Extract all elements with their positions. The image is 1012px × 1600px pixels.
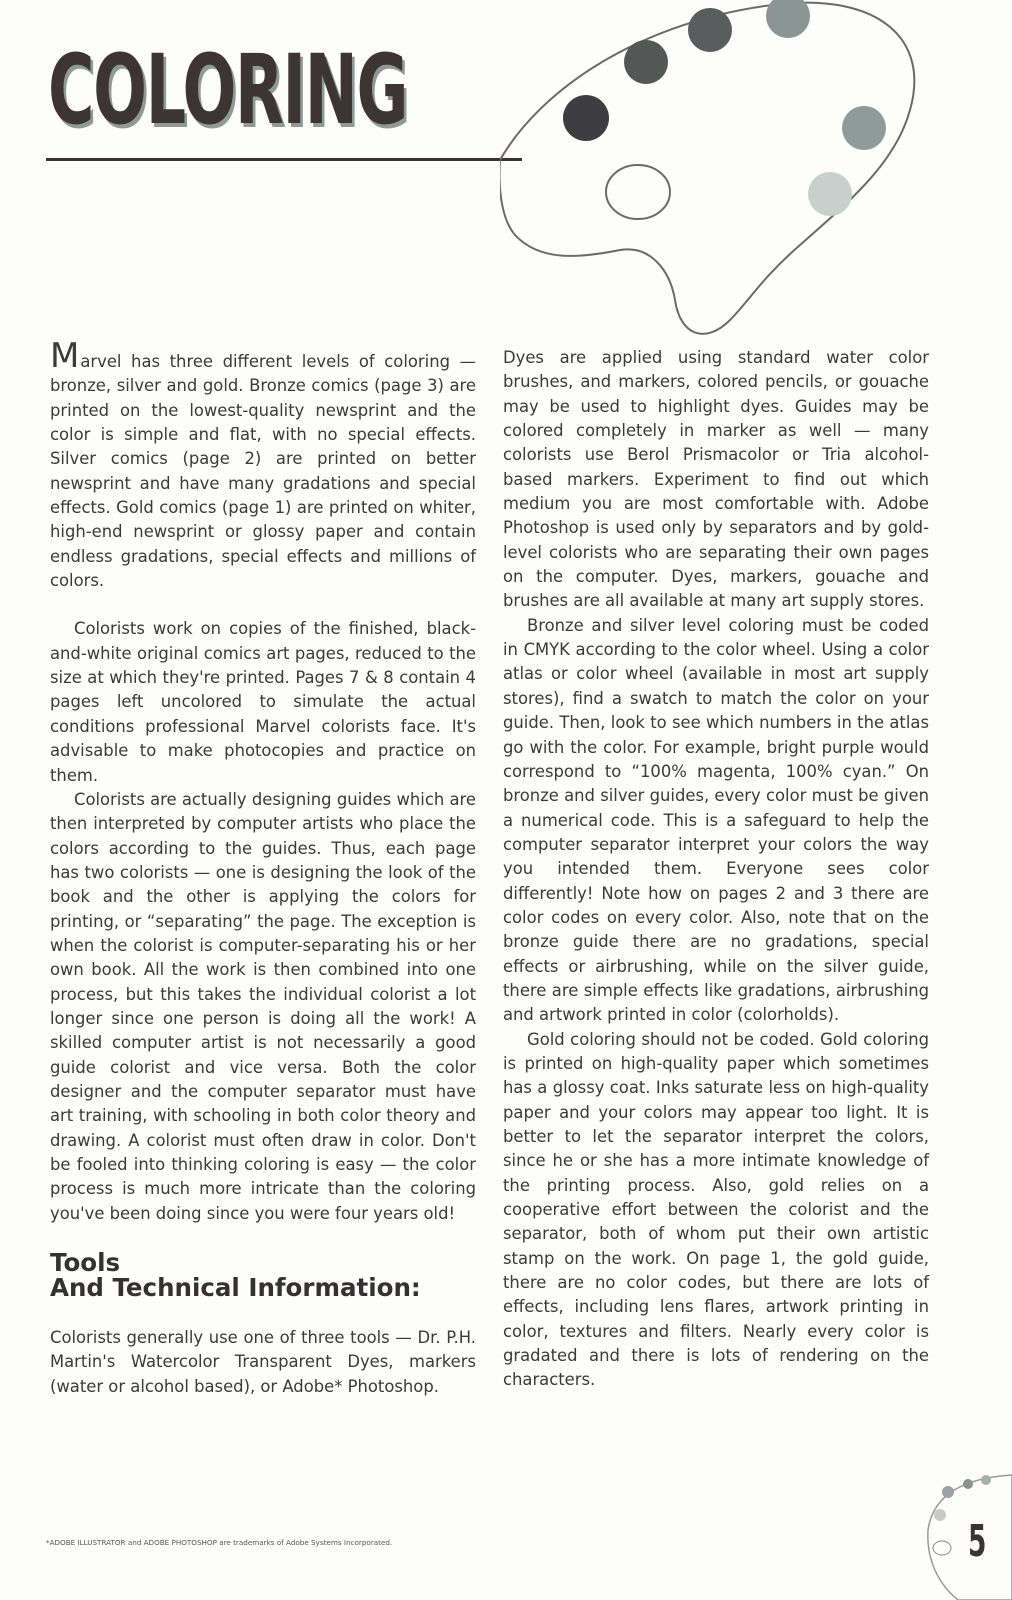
- right-column: [503, 346, 929, 1393]
- paint-blob: [624, 40, 668, 84]
- body-paragraph: Gold coloring should not be coded. Gold coloring is printed on high-quality paper which sometimes has a glossy coat. Inks saturate less on high-quality paper and your colors may appear too light. It is better to let the separator interpret the colors, since he or she has a more intimate knowledge of the printing process. Also, gold relies on a cooperative effort between the colorist and the separator, both of whom put their own artistic stamp on the work. On page 1, the gold guide, there are no color codes, but there are lots of effects, including lens flares, artwork printing in color, textures and filters. Nearly every color is gradated and there is lots of rendering on the characters.: [503, 1029, 929, 1390]
- paint-blob: [808, 172, 852, 216]
- intro-paragraph: Marvel has three different levels of coloring — bronze, silver and gold. Bronze comics (page 3) are printed on the lowest-quality newsprint and the color is simple and flat, with no special effects. Silver comics (page 2) are printed on better newsprint and have many gradations and special effects. Gold comics (page 1) are printed on whiter, high-end newsprint or glossy paper and contain endless gradations, special effects and millions of colors.: [50, 336, 476, 591]
- title-rule: [46, 158, 522, 161]
- body-paragraph: Colorists generally use one of three tools — Dr. P.H. Martin's Watercolor Transparent Dyes, markers (water or alcohol based), or Adobe* Photoshop.: [50, 1328, 476, 1396]
- body-paragraph: Dyes are applied using standard water color brushes, and markers, colored pencils, or gouache may be used to highlight dyes. Guides may be colored completely in marker as well — many colorists use Berol Prismacolor or Tria alcohol-based markers. Experiment to find out which medium you are most comfortable with. Adobe Photoshop is used only by separators and by gold-level colorists who are separating their own pages on the computer. Dyes, markers, gouache and brushes are all available at many art supply stores.: [503, 348, 929, 611]
- palette-thumb-hole: [606, 165, 670, 219]
- body-paragraph: Colorists are actually designing guides which are then interpreted by computer artists who place the colors according to the guides. Thus, each page has two colorists — one is designing the look of the book and the other is applying the colors for printing, or “separating” the page. The exception is when the colorist is computer-separating his or her own book. All the work is then combined into one process, but this takes the individual colorist a lot longer since one person is doing all the work! A skilled computer artist is not necessarily a good guide colorist and vice versa. Both the color designer and the computer separator must have art training, with schooling in both color theory and drawing. A colorist must often draw in color. Don't be fooled into thinking coloring is easy — the color process is much more intricate than the coloring you've been doing since you were four years old!: [50, 789, 476, 1223]
- body-paragraph: Colorists work on copies of the finished, black-and-white original comics art pages, reduced to the size at which they're printed. Pages 7 & 8 contain 4 pages left uncolored to simulate the actual conditions professional Marvel colorists face. It's advisable to make photocopies and practice on them.: [50, 619, 476, 785]
- paint-blob: [842, 106, 886, 150]
- palette-outline: [500, 3, 914, 334]
- body-paragraph: Bronze and silver level coloring must be coded in CMYK according to the color wheel. Using a color atlas or color wheel (available in most art supply stores), find a swatch to match the color on your guide. Then, look to see which numbers in the atlas go with the color. For example, bright purple would correspond to “100% magenta, 100% cyan.” On bronze and silver guides, every color must be given a numerical code. This is a safeguard to help the computer separator interpret your colors the way you intended them. Everyone sees color differently! Note how on pages 2 and 3 there are color codes on every color. Also, note that on the bronze guide there are no gradations, special effects or airbrushing, while on the silver guide, there are simple effects like gradations, airbrushing and artwork printed in color (colorholds).: [503, 615, 929, 1025]
- paint-blob: [766, 0, 810, 38]
- paint-blob: [688, 8, 732, 52]
- corner-palette-decoration: [918, 1470, 1012, 1600]
- trademark-footnote: *ADOBE ILLUSTRATOR and ADOBE PHOTOSHOP are trademarks of Adobe Systems Incorporated.: [46, 1538, 393, 1547]
- paint-blob: [563, 95, 609, 141]
- section-heading: Tools And Technical Information:: [50, 1248, 421, 1303]
- page-title: COLORING: [48, 34, 408, 146]
- paint-palette-illustration: [500, 0, 1012, 350]
- page-number: 5: [968, 1516, 987, 1567]
- left-column: [50, 336, 476, 1399]
- drop-cap: M: [50, 336, 80, 376]
